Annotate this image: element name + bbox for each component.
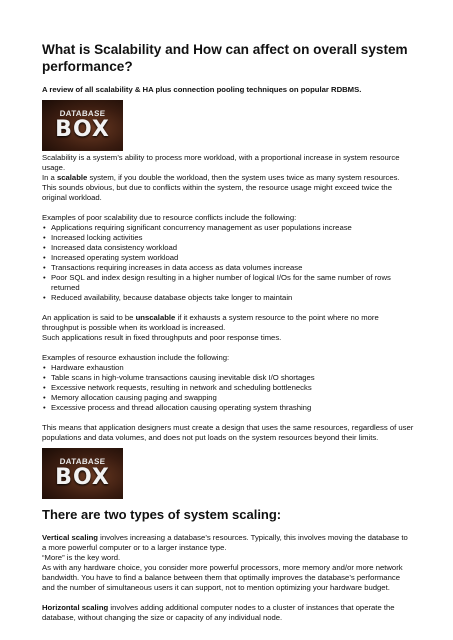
poor-scalability-heading: Examples of poor scalability due to resource conflicts include the following: xyxy=(42,213,297,222)
more-line: “More” is the key word. xyxy=(42,553,121,562)
logo-line1: DATABASE xyxy=(59,109,106,118)
poor-scalability-list xyxy=(42,223,414,303)
document-page xyxy=(42,41,414,623)
list-item: • Reduced availability, because database objects take longer to maintain xyxy=(42,293,414,303)
unscalable-paragraph xyxy=(42,313,414,333)
logo-line2: BOX xyxy=(55,465,110,490)
vertical-scaling-term: Vertical scaling xyxy=(42,533,98,542)
scalability-definition: Scalability is a system’s ability to process more workload, with a proportional increase in system resource usage. xyxy=(42,153,400,172)
vertical-scaling-text: involves increasing a database’s resources. Typically, this involves moving the database to a more powerful computer or to a larger instance type. xyxy=(42,533,408,552)
design-note-section xyxy=(42,423,414,443)
exhaustion-section xyxy=(42,353,414,413)
page-subtitle: A review of all scalability & HA plus connection pooling techniques on popular RDBMS. xyxy=(42,85,362,94)
scalable-rest: system, if you double the workload, then the system uses twice as many system resources. This sounds obvious, but due to conflicts within the system, the resource usage might exceed twice the original workload. xyxy=(42,173,400,202)
poor-scalability-section xyxy=(42,213,414,303)
unscalable-section xyxy=(42,313,414,343)
database-box-logo xyxy=(42,100,123,151)
scalable-paragraph xyxy=(42,173,414,203)
horizontal-scaling-text: involves adding additional computer nodes to a cluster of instances that operate the database, without changing the size or capacity of any individual node. xyxy=(42,603,395,622)
list-item: • Applications requiring significant concurrency management as user populations increase xyxy=(42,223,414,233)
page-title: What is Scalability and How can affect on overall system performance? xyxy=(42,42,408,74)
database-box-logo-2 xyxy=(42,448,123,499)
scalable-term: scalable xyxy=(56,173,88,182)
list-item: • Excessive process and thread allocation causing operating system thrashing xyxy=(42,403,414,413)
horizontal-scaling-section xyxy=(42,603,414,623)
hardware-paragraph: As with any hardware choice, you consider more powerful processors, more memory and/or more network bandwidth. You have to find a balance between them that optimally improves the database’s performance and the number of simultaneous users it can support, not to mention optimizing your hardware budget. xyxy=(42,563,403,592)
unscalable-line2: Such applications result in fixed throughputs and poor response times. xyxy=(42,333,282,342)
horizontal-scaling-term: Horizontal scaling xyxy=(42,603,109,612)
logo-line1: DATABASE xyxy=(59,457,106,466)
list-item: • Transactions requiring increases in data access as data volumes increase xyxy=(42,263,414,273)
scalable-prefix: In a xyxy=(42,173,57,182)
list-item: • Hardware exhaustion xyxy=(42,363,414,373)
exhaustion-heading: Examples of resource exhaustion include the following: xyxy=(42,353,230,362)
vertical-scaling-paragraph xyxy=(42,533,414,553)
design-note: This means that application designers must create a design that uses the same resources, regardless of user populations and data volumes, and does not put loads on the system resources beyond their limits. xyxy=(42,423,414,442)
list-item: • Increased data consistency workload xyxy=(42,243,414,253)
exhaustion-list xyxy=(42,363,414,413)
unscalable-term: unscalable xyxy=(135,313,176,322)
list-item: • Excessive network requests, resulting in network and scheduling bottlenecks xyxy=(42,383,414,393)
vertical-scaling-section xyxy=(42,533,414,593)
unscalable-rest: if it exhausts a system resource to the point where no more throughput is possible when its workload is increased. xyxy=(42,313,379,332)
list-item: • Poor SQL and index design resulting in a higher number of logical I/Os for the same number of rows returned xyxy=(42,273,414,293)
list-item: • Increased operating system workload xyxy=(42,253,414,263)
unscalable-prefix: An application is said to be xyxy=(42,313,136,322)
section-heading: There are two types of system scaling: xyxy=(42,507,282,522)
list-item: • Table scans in high-volume transactions causing inevitable disk I/O shortages xyxy=(42,373,414,383)
list-item: • Memory allocation causing paging and swapping xyxy=(42,393,414,403)
list-item: • Increased locking activities xyxy=(42,233,414,243)
logo-line2: BOX xyxy=(55,117,110,142)
horizontal-scaling-paragraph xyxy=(42,603,414,623)
